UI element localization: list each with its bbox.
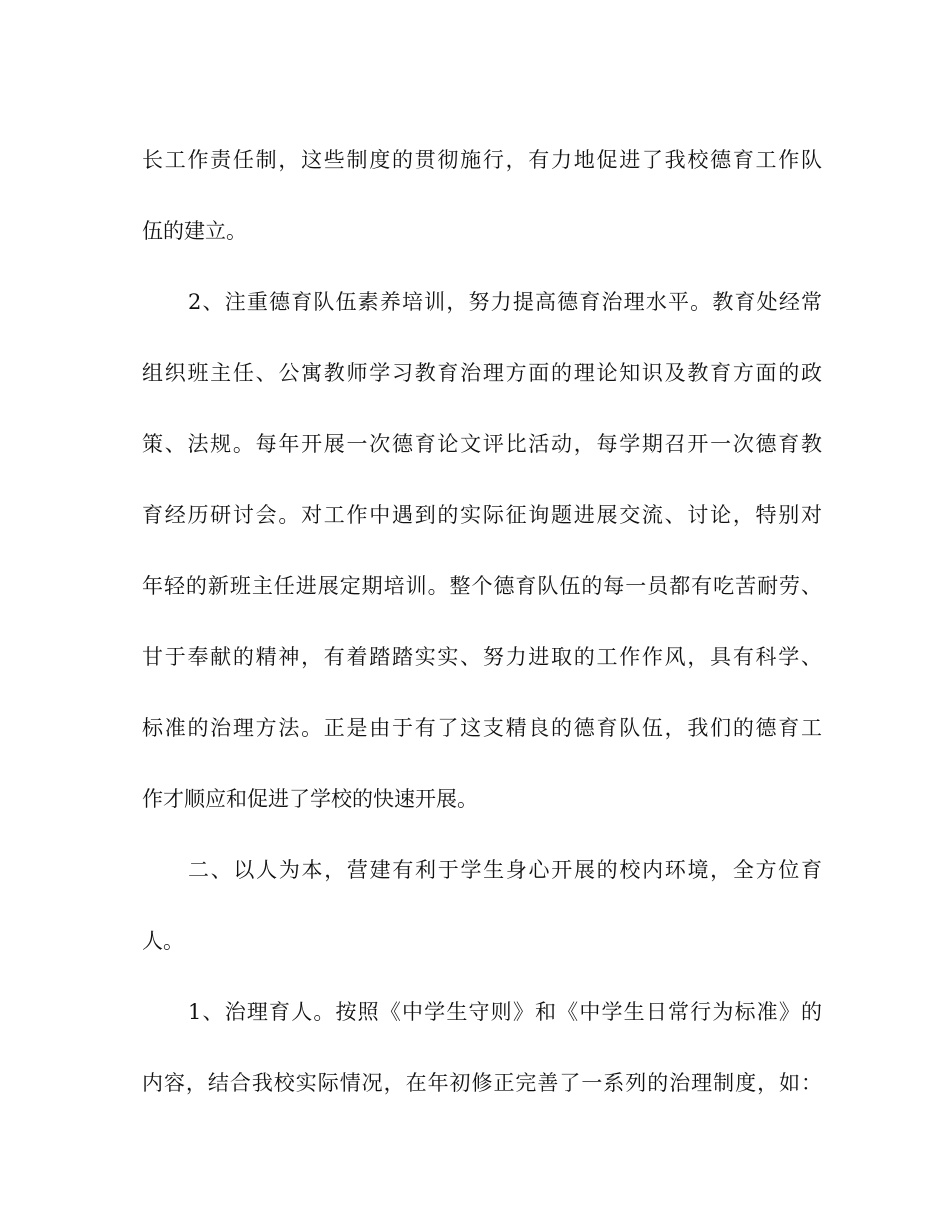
paragraph-line: 策、法规。每年开展一次德育论文评比活动，每学期召开一次德育教 bbox=[142, 432, 822, 456]
paragraph-line: 甘于奉献的精神，有着踏踏实实、努力进取的工作作风，具有科学、 bbox=[142, 645, 822, 669]
paragraph-line: 长工作责任制，这些制度的贯彻施行，有力地促进了我校德育工作队 bbox=[142, 148, 822, 172]
paragraph-line: 伍的建立。 bbox=[142, 219, 247, 243]
paragraph-line: 2、注重德育队伍素养培训，努力提高德育治理水平。教育处经常 bbox=[188, 290, 822, 314]
paragraph-line: 标准的治理方法。正是由于有了这支精良的德育队伍，我们的德育工 bbox=[142, 716, 822, 740]
paragraph-line: 年轻的新班主任进展定期培训。整个德育队伍的每一员都有吃苦耐劳、 bbox=[142, 574, 822, 598]
paragraph-line: 1、治理育人。按照《中学生守则》和《中学生日常行为标准》的 bbox=[188, 1000, 822, 1024]
paragraph-line: 内容，结合我校实际情况，在年初修正完善了一系列的治理制度，如： bbox=[142, 1071, 822, 1095]
section-heading-line: 二、以人为本，营建有利于学生身心开展的校内环境，全方位育 bbox=[188, 858, 822, 882]
paragraph-line: 组织班主任、公寓教师学习教育治理方面的理论知识及教育方面的政 bbox=[142, 361, 822, 385]
paragraph-line: 作才顺应和促进了学校的快速开展。 bbox=[142, 787, 478, 811]
paragraph-line: 育经历研讨会。对工作中遇到的实际征询题进展交流、讨论，特别对 bbox=[142, 503, 822, 527]
section-heading-line: 人。 bbox=[142, 929, 184, 953]
